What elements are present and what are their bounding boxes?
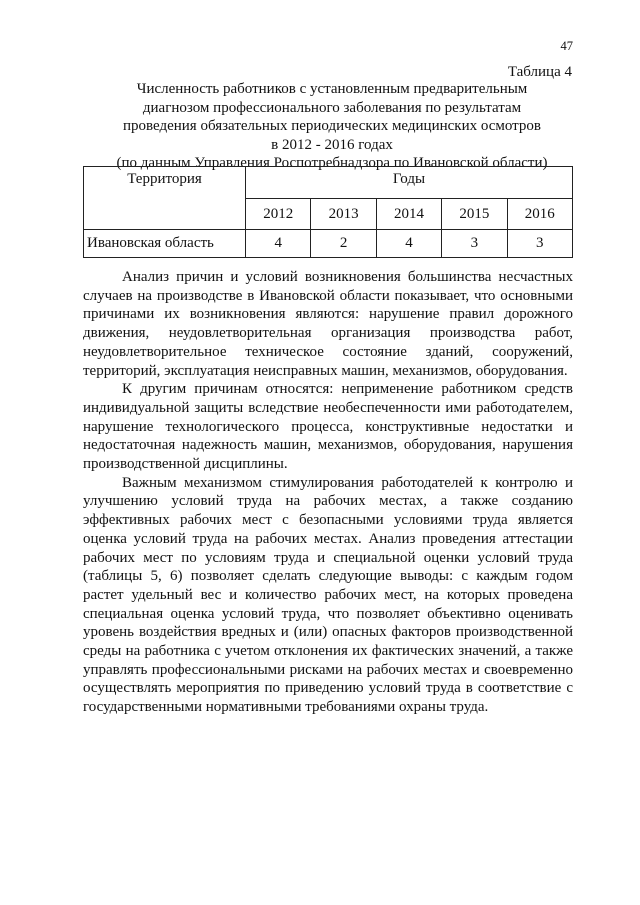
paragraph: Анализ причин и условий возникновения большинства несчастных случаев на производстве в Ивановской области показывает, что основными причинами их возникновения являются: нарушение правил дорожного движения, неудовлетворительная организация производства работ, неудовлетворительное техническое состояние зданий, сооружений, территорий, эксплуатация неисправных машин, механизмов, оборудования. (83, 269, 573, 379)
page-number: 47 (560, 39, 573, 53)
caption-line: в 2012 - 2016 годах (271, 136, 393, 153)
table-label: Таблица 4 (507, 64, 572, 80)
year-header-cell: 2014 (376, 199, 441, 230)
table-caption (82, 80, 582, 173)
table-header-row (84, 167, 573, 199)
data-table (83, 166, 573, 258)
header-years: Годы (246, 167, 573, 199)
value-cell: 3 (507, 230, 572, 258)
territory-cell: Ивановская область (84, 230, 246, 258)
year-header-cell: 2013 (311, 199, 376, 230)
caption-line: проведения обязательных периодических медицинских осмотров (122, 118, 542, 134)
paragraph: Важным механизмом стимулирования работодателей к контролю и улучшению условий труда на рабочих местах, а также созданию эффективных рабочих мест с безопасными условиями труда является оценка условий труда на рабочих местах. Анализ проведения аттестации рабочих мест по условиям труда и специальной оценки условий труда (таблицы 5, 6) позволяет сделать следующие выводы: с каждым годом растет удельный вес и количество рабочих мест, на которых проведена специальная оценка условий труда, что позволяет объективно оценивать уровень воздействия вредных и (или) опасных факторов производственной среды на работника с учетом отклонения их фактических значений, а также управлять профессиональными рисками на рабочих местах и своевременно осуществлять мероприятия по приведению условий труда в соответствие с государственными нормативными требованиями охраны труда. (83, 474, 573, 716)
body-text (83, 268, 573, 717)
table-row (84, 230, 573, 258)
paragraph: К другим причинам относятся: неприменение работником средств индивидуальной защиты вследствие необеспеченности ими работодателем, нарушение технологического процесса, конструктивные недостатки и недостаточная надежность машин, механизмов, оборудования, нарушения производственной дисциплины. (83, 381, 573, 473)
caption-line: (по данным Управления Роспотребнадзора по Ивановской области) (116, 155, 548, 171)
value-cell: 2 (311, 230, 376, 258)
header-territory: Территория (84, 167, 246, 230)
year-header-cell: 2015 (442, 199, 507, 230)
caption-line: диагнозом профессионального заболевания по результатам (142, 99, 522, 116)
year-header-cell: 2012 (246, 199, 311, 230)
value-cell: 3 (442, 230, 507, 258)
value-cell: 4 (376, 230, 441, 258)
year-header-cell: 2016 (507, 199, 572, 230)
caption-line: Численность работников с установленным предварительным (136, 81, 528, 97)
value-cell: 4 (246, 230, 311, 258)
